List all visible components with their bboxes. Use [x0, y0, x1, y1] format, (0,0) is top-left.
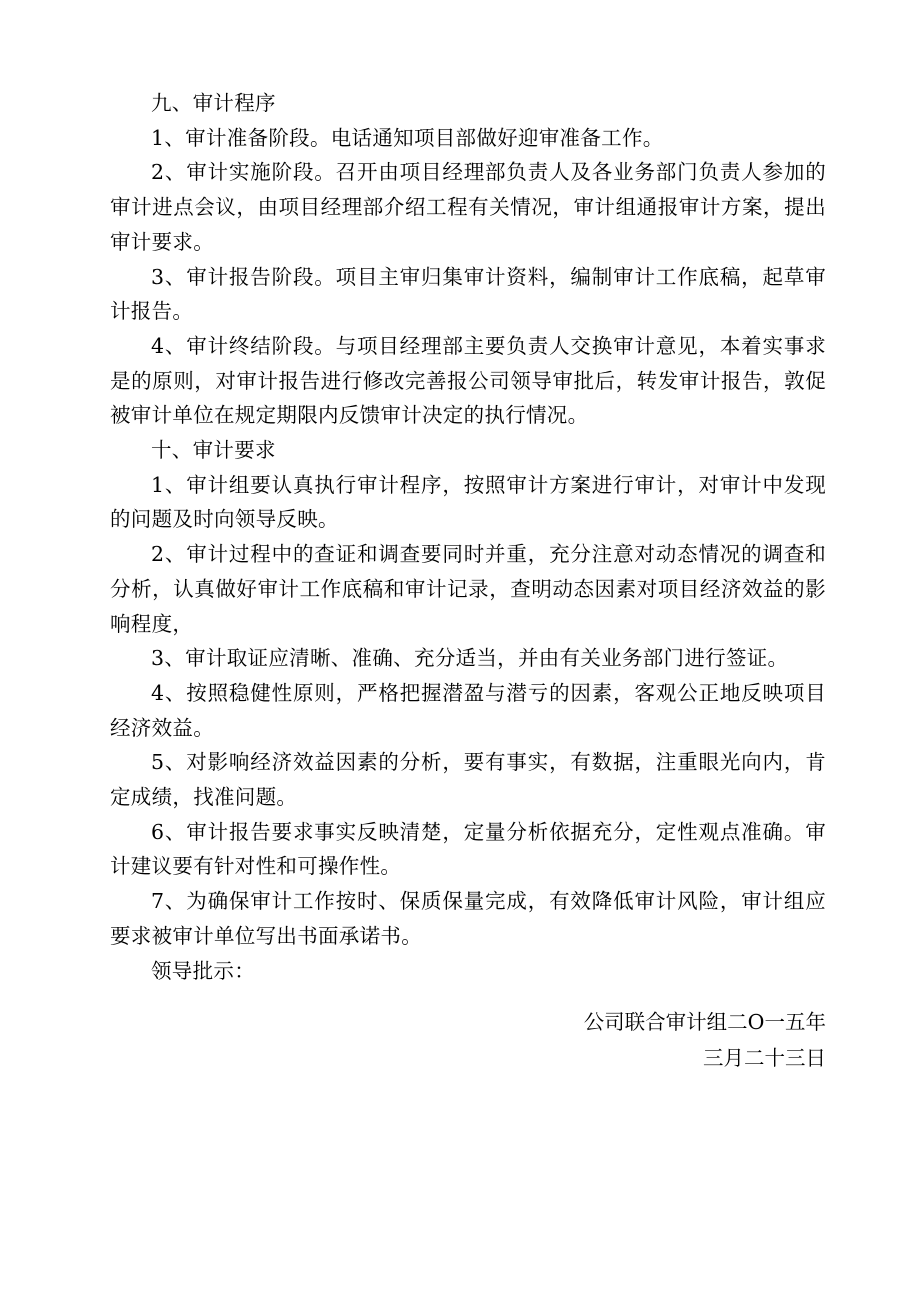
section-9-item-2: 2、审计实施阶段。召开由项目经理部负责人及各业务部门负责人参加的审计进点会议，由项目经理部介绍工程有关情况，审计组通报审计方案，提出审计要求。	[110, 160, 826, 254]
document-body	[110, 86, 826, 988]
leader-approval-label: 领导批示：	[151, 958, 255, 983]
signature-date: 三月二十三日	[703, 1046, 826, 1070]
signature-block	[584, 1004, 826, 1076]
section-10-item-7: 7、为确保审计工作按时、保质保量完成，有效降低审计风险，审计组应要求被审计单位写出书面承诺书。	[110, 889, 826, 948]
section-10-item-3: 3、审计取证应清晰、准确、充分适当，并由有关业务部门进行签证。	[151, 646, 789, 671]
section-10-item-6: 6、审计报告要求事实反映清楚，定量分析依据充分，定性观点准确。审计建议要有针对性和可操作性。	[110, 819, 826, 879]
section-10-item-2: 2、审计过程中的查证和调查要同时并重，充分注意对动态情况的调查和分析，认真做好审计工作底稿和审计记录，查明动态因素对项目经济效益的影响程度，	[110, 542, 826, 636]
section-9-item-4: 4、审计终结阶段。与项目经理部主要负责人交换审计意见，本着实事求是的原则，对审计报告进行修改完善报公司领导审批后，转发审计报告，敦促被审计单位在规定期限内反馈审计决定的执行情况。	[110, 333, 826, 428]
section-9-heading: 九、审计程序	[151, 91, 276, 115]
signature-org-year: 公司联合审计组二O一五年	[583, 1010, 826, 1034]
section-9-item-3: 3、审计报告阶段。项目主审归集审计资料，编制审计工作底稿，起草审计报告。	[110, 264, 826, 324]
section-10-item-4: 4、按照稳健性原则，严格把握潜盈与潜亏的因素，客观公正地反映项目经济效益。	[110, 680, 826, 740]
section-10-item-5: 5、对影响经济效益因素的分析，要有事实，有数据，注重眼光向内，肯定成绩，找准问题。	[110, 750, 826, 810]
section-10-heading: 十、审计要求	[151, 438, 276, 463]
section-9-item-1: 1、审计准备阶段。电话通知项目部做好迎审准备工作。	[151, 125, 664, 150]
section-10-item-1: 1、审计组要认真执行审计程序，按照审计方案进行审计，对审计中发现的问题及时向领导反映。	[110, 472, 826, 532]
